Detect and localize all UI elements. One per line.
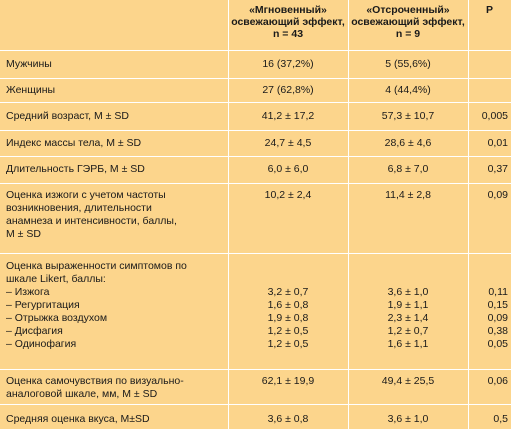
row-divider [0,102,511,103]
row-likert-v1: 3,2 ± 0,7 1,6 ± 0,8 1,9 ± 0,8 1,2 ± 0,5 1,2 ± 0,5 [267,286,309,350]
row-duration-v1: 6,0 ± 6,0 [267,163,309,175]
row-likert-p: 0,11 0,15 0,09 0,38 0,05 [487,286,508,350]
likert-item: – Изжога [6,286,50,298]
row-men-v1: 16 (37,2%) [262,58,314,70]
header-col-p: P [485,4,493,16]
row-divider [0,156,511,157]
row-divider [0,404,511,405]
likert-item: – Отрыжка воздухом [6,312,108,324]
row-divider [0,78,511,79]
row-age-v1: 41,2 ± 17,2 [261,110,315,122]
row-heartburn-score-p: 0,09 [487,189,508,201]
row-label-bmi: Индекс массы тела, M ± SD [6,137,142,149]
row-duration-v2: 6,8 ± 7,0 [387,163,429,175]
row-taste-p: 0,5 [493,413,508,425]
likert-item: – Регургитация [6,299,80,311]
row-label-women: Женщины [6,84,56,96]
row-women-v1: 27 (62,8%) [262,84,314,96]
row-men-v2: 5 (55,6%) [385,58,431,70]
row-bmi-v2: 28,6 ± 4,6 [384,137,432,149]
row-bmi-p: 0,01 [487,137,508,149]
row-label-duration: Длительность ГЭРБ, M ± SD [6,163,145,175]
row-vas-v2: 49,4 ± 25,5 [381,375,435,387]
row-divider [0,369,511,370]
row-taste-v2: 3,6 ± 1,0 [387,413,429,425]
likert-item: – Дисфагия [6,325,63,337]
row-taste-v1: 3,6 ± 0,8 [267,413,309,425]
header-col-delayed: «Отсроченный» освежающий эффект, n = 9 [351,4,465,40]
row-label-men: Мужчины [6,58,52,70]
likert-item: – Одинофагия [6,338,77,350]
row-women-v2: 4 (44,4%) [385,84,431,96]
column-divider [468,0,469,429]
row-label-heartburn-score: Оценка изжоги с учетом частоты возникновения, длительности анамнеза и интенсивности, баллы, M ± SD [6,189,177,240]
row-age-p: 0,005 [481,110,508,122]
row-age-v2: 57,3 ± 10,7 [381,110,435,122]
row-label-vas: Оценка самочувствия по визуально- аналоговой шкале, мм, M ± SD [6,375,184,400]
row-label-age: Средний возраст, M ± SD [6,110,129,122]
row-heartburn-score-v1: 10,2 ± 2,4 [264,189,312,201]
header-col-instant: «Мгновенный» освежающий эффект, n = 43 [231,4,345,40]
row-duration-p: 0,37 [487,163,508,175]
row-label-likert: Оценка выраженности симптомов по шкале Likert, баллы: – Изжога – Регургитация – Отрыжка воздухом – Дисфагия – Одинофагия [6,260,187,350]
row-divider [0,183,511,184]
row-likert-v2: 3,6 ± 1,0 1,9 ± 1,1 2,3 ± 1,4 1,2 ± 0,7 1,6 ± 1,1 [387,286,429,350]
row-label-taste: Средняя оценка вкуса, M±SD [6,413,150,425]
row-divider [0,253,511,254]
row-heartburn-score-v2: 11,4 ± 2,8 [385,189,431,201]
row-divider [0,130,511,131]
row-bmi-v1: 24,7 ± 4,5 [264,137,312,149]
row-vas-v1: 62,1 ± 19,9 [261,375,315,387]
row-vas-p: 0,06 [487,375,508,387]
row-divider [0,50,511,51]
